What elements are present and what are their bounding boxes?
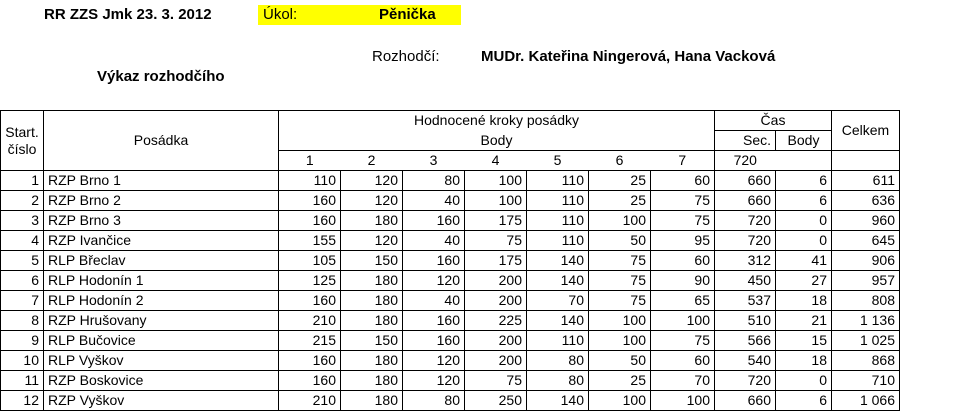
task-label xyxy=(258,5,378,25)
total-points: 1 066 xyxy=(832,391,900,411)
step-6-points: 25 xyxy=(589,191,651,211)
total-points: 636 xyxy=(832,191,900,211)
time-seconds: 720 xyxy=(715,371,776,391)
step-1-points: 125 xyxy=(279,271,341,291)
step-3-points: 160 xyxy=(403,311,465,331)
step-6-points: 50 xyxy=(589,231,651,251)
step-7-header: 7 xyxy=(651,151,715,171)
event-title: RR ZZS Jmk 23. 3. 2012 xyxy=(44,6,212,23)
step-5-points: 110 xyxy=(527,191,589,211)
task-value xyxy=(373,5,461,25)
start-number-header xyxy=(1,111,44,171)
step-5-points: 80 xyxy=(527,371,589,391)
step-3-points: 120 xyxy=(403,271,465,291)
time-seconds: 537 xyxy=(715,291,776,311)
step-4-points: 200 xyxy=(465,291,527,311)
header-row-1 xyxy=(1,111,900,131)
step-3-points: 160 xyxy=(403,331,465,351)
table-row xyxy=(1,291,900,311)
step-2-points: 180 xyxy=(341,311,403,331)
judge-value: MUDr. Kateřina Ningerová, Hana Vacková xyxy=(481,48,776,65)
time-points: 6 xyxy=(776,191,832,211)
row-number: 1 xyxy=(1,171,44,191)
step-7-points: 90 xyxy=(651,271,715,291)
total-points: 611 xyxy=(832,171,900,191)
step-4-points: 100 xyxy=(465,171,527,191)
time-points: 27 xyxy=(776,271,832,291)
step-1-header: 1 xyxy=(279,151,341,171)
crew-name: RLP Hodonín 2 xyxy=(44,291,279,311)
step-4-points: 75 xyxy=(465,231,527,251)
table-row xyxy=(1,311,900,331)
time-points: 18 xyxy=(776,291,832,311)
crew-name: RLP Hodonín 1 xyxy=(44,271,279,291)
step-5-points: 110 xyxy=(527,331,589,351)
step-3-points: 160 xyxy=(403,251,465,271)
table-row xyxy=(1,251,900,271)
evaluated-steps-header: Hodnocené kroky posádky xyxy=(279,111,715,131)
step-4-points: 75 xyxy=(465,371,527,391)
row-number: 12 xyxy=(1,391,44,411)
step-5-points: 110 xyxy=(527,171,589,191)
header-empty-cell xyxy=(832,151,900,171)
crew-name: RZP Ivančice xyxy=(44,231,279,251)
time-seconds: 450 xyxy=(715,271,776,291)
time-seconds: 510 xyxy=(715,311,776,331)
step-4-points: 200 xyxy=(465,271,527,291)
step-6-points: 100 xyxy=(589,331,651,351)
time-seconds: 660 xyxy=(715,171,776,191)
step-1-points: 160 xyxy=(279,191,341,211)
step-6-points: 100 xyxy=(589,211,651,231)
step-6-points: 25 xyxy=(589,171,651,191)
step-6-points: 75 xyxy=(589,251,651,271)
crew-name: RZP Hrušovany xyxy=(44,311,279,331)
row-number: 11 xyxy=(1,371,44,391)
row-number: 2 xyxy=(1,191,44,211)
step-7-points: 65 xyxy=(651,291,715,311)
time-seconds: 720 xyxy=(715,231,776,251)
total-points: 960 xyxy=(832,211,900,231)
total-points: 906 xyxy=(832,251,900,271)
time-seconds: 540 xyxy=(715,351,776,371)
crew-name: RZP Boskovice xyxy=(44,371,279,391)
crew-name: RLP Vyškov xyxy=(44,351,279,371)
step-5-points: 110 xyxy=(527,211,589,231)
step-7-points: 95 xyxy=(651,231,715,251)
table-row xyxy=(1,171,900,191)
header-empty-cell xyxy=(776,151,832,171)
step-1-points: 110 xyxy=(279,171,341,191)
table-row xyxy=(1,391,900,411)
step-7-points: 70 xyxy=(651,371,715,391)
time-points: 0 xyxy=(776,231,832,251)
table-row xyxy=(1,211,900,231)
step-3-points: 120 xyxy=(403,351,465,371)
total-points: 957 xyxy=(832,271,900,291)
table-row xyxy=(1,191,900,211)
step-5-header: 5 xyxy=(527,151,589,171)
time-points: 6 xyxy=(776,391,832,411)
step-4-header: 4 xyxy=(465,151,527,171)
step-2-points: 180 xyxy=(341,391,403,411)
table-row xyxy=(1,271,900,291)
row-number: 3 xyxy=(1,211,44,231)
row-number: 9 xyxy=(1,331,44,351)
step-2-points: 180 xyxy=(341,271,403,291)
step-7-points: 60 xyxy=(651,351,715,371)
step-6-points: 75 xyxy=(589,291,651,311)
step-2-points: 120 xyxy=(341,171,403,191)
crew-name: RZP Brno 2 xyxy=(44,191,279,211)
step-1-points: 160 xyxy=(279,291,341,311)
step-7-points: 75 xyxy=(651,191,715,211)
step-3-points: 80 xyxy=(403,391,465,411)
step-3-points: 80 xyxy=(403,171,465,191)
total-header: Celkem xyxy=(832,111,900,151)
crew-name: RZP Brno 3 xyxy=(44,211,279,231)
step-5-points: 70 xyxy=(527,291,589,311)
step-2-points: 120 xyxy=(341,191,403,211)
crew-name: RLP Bučovice xyxy=(44,331,279,351)
step-1-points: 160 xyxy=(279,211,341,231)
step-2-points: 180 xyxy=(341,291,403,311)
step-7-points: 60 xyxy=(651,251,715,271)
step-2-points: 180 xyxy=(341,351,403,371)
crew-header: Posádka xyxy=(44,111,279,171)
step-6-points: 100 xyxy=(589,311,651,331)
time-points: 6 xyxy=(776,171,832,191)
results-table xyxy=(0,110,900,411)
points-header: Body xyxy=(480,131,513,148)
time-points: 0 xyxy=(776,211,832,231)
step-2-points: 120 xyxy=(341,231,403,251)
row-number: 7 xyxy=(1,291,44,311)
step-5-points: 80 xyxy=(527,351,589,371)
table-row xyxy=(1,331,900,351)
time-points: 0 xyxy=(776,371,832,391)
row-number: 5 xyxy=(1,251,44,271)
step-7-points: 100 xyxy=(651,391,715,411)
step-4-points: 200 xyxy=(465,331,527,351)
step-3-points: 40 xyxy=(403,291,465,311)
step-7-points: 75 xyxy=(651,331,715,351)
step-1-points: 210 xyxy=(279,311,341,331)
crew-name: RZP Vyškov xyxy=(44,391,279,411)
step-4-points: 225 xyxy=(465,311,527,331)
step-1-points: 105 xyxy=(279,251,341,271)
task-value-text: Pěnička xyxy=(379,6,436,23)
step-7-points: 100 xyxy=(651,311,715,331)
step-3-header: 3 xyxy=(403,151,465,171)
step-5-points: 140 xyxy=(527,391,589,411)
step-6-points: 75 xyxy=(589,271,651,291)
total-points: 868 xyxy=(832,351,900,371)
step-7-points: 60 xyxy=(651,171,715,191)
row-number: 6 xyxy=(1,271,44,291)
step-5-points: 140 xyxy=(527,251,589,271)
step-2-points: 180 xyxy=(341,211,403,231)
step-3-points: 160 xyxy=(403,211,465,231)
table-row xyxy=(1,351,900,371)
step-6-header: 6 xyxy=(589,151,651,171)
step-1-points: 210 xyxy=(279,391,341,411)
step-6-points: 50 xyxy=(589,351,651,371)
time-points: 21 xyxy=(776,311,832,331)
total-points: 1 025 xyxy=(832,331,900,351)
time-points: 41 xyxy=(776,251,832,271)
crew-name: RZP Brno 1 xyxy=(44,171,279,191)
step-4-points: 100 xyxy=(465,191,527,211)
step-5-points: 110 xyxy=(527,231,589,251)
max-time-header: 720 xyxy=(715,151,776,171)
step-5-points: 140 xyxy=(527,311,589,331)
step-2-points: 150 xyxy=(341,251,403,271)
step-4-points: 250 xyxy=(465,391,527,411)
step-2-header: 2 xyxy=(341,151,403,171)
step-2-points: 150 xyxy=(341,331,403,351)
table-row xyxy=(1,231,900,251)
step-4-points: 175 xyxy=(465,251,527,271)
step-6-points: 100 xyxy=(589,391,651,411)
sec-header: Sec. xyxy=(715,131,776,151)
row-number: 8 xyxy=(1,311,44,331)
total-points: 645 xyxy=(832,231,900,251)
table-row xyxy=(1,371,900,391)
time-seconds: 312 xyxy=(715,251,776,271)
time-seconds: 566 xyxy=(715,331,776,351)
step-1-points: 155 xyxy=(279,231,341,251)
time-seconds: 660 xyxy=(715,191,776,211)
step-4-points: 200 xyxy=(465,351,527,371)
row-number: 4 xyxy=(1,231,44,251)
step-3-points: 40 xyxy=(403,191,465,211)
start-number-header-text: Start. číslo xyxy=(5,123,39,157)
step-1-points: 215 xyxy=(279,331,341,351)
step-1-points: 160 xyxy=(279,371,341,391)
row-number: 10 xyxy=(1,351,44,371)
total-points: 710 xyxy=(832,371,900,391)
judge-label: Rozhodčí: xyxy=(372,48,440,65)
time-seconds: 720 xyxy=(715,211,776,231)
task-label-text: Úkol: xyxy=(263,6,298,23)
step-7-points: 75 xyxy=(651,211,715,231)
time-points: 15 xyxy=(776,331,832,351)
time-header: Čas xyxy=(715,111,832,131)
total-points: 1 136 xyxy=(832,311,900,331)
step-2-points: 180 xyxy=(341,371,403,391)
step-3-points: 120 xyxy=(403,371,465,391)
step-4-points: 175 xyxy=(465,211,527,231)
report-title: Výkaz rozhodčího xyxy=(97,68,225,85)
time-points: 18 xyxy=(776,351,832,371)
total-points: 808 xyxy=(832,291,900,311)
step-1-points: 160 xyxy=(279,351,341,371)
crew-name: RLP Břeclav xyxy=(44,251,279,271)
time-points-header: Body xyxy=(776,131,832,151)
step-3-points: 40 xyxy=(403,231,465,251)
step-5-points: 140 xyxy=(527,271,589,291)
step-6-points: 25 xyxy=(589,371,651,391)
time-seconds: 660 xyxy=(715,391,776,411)
